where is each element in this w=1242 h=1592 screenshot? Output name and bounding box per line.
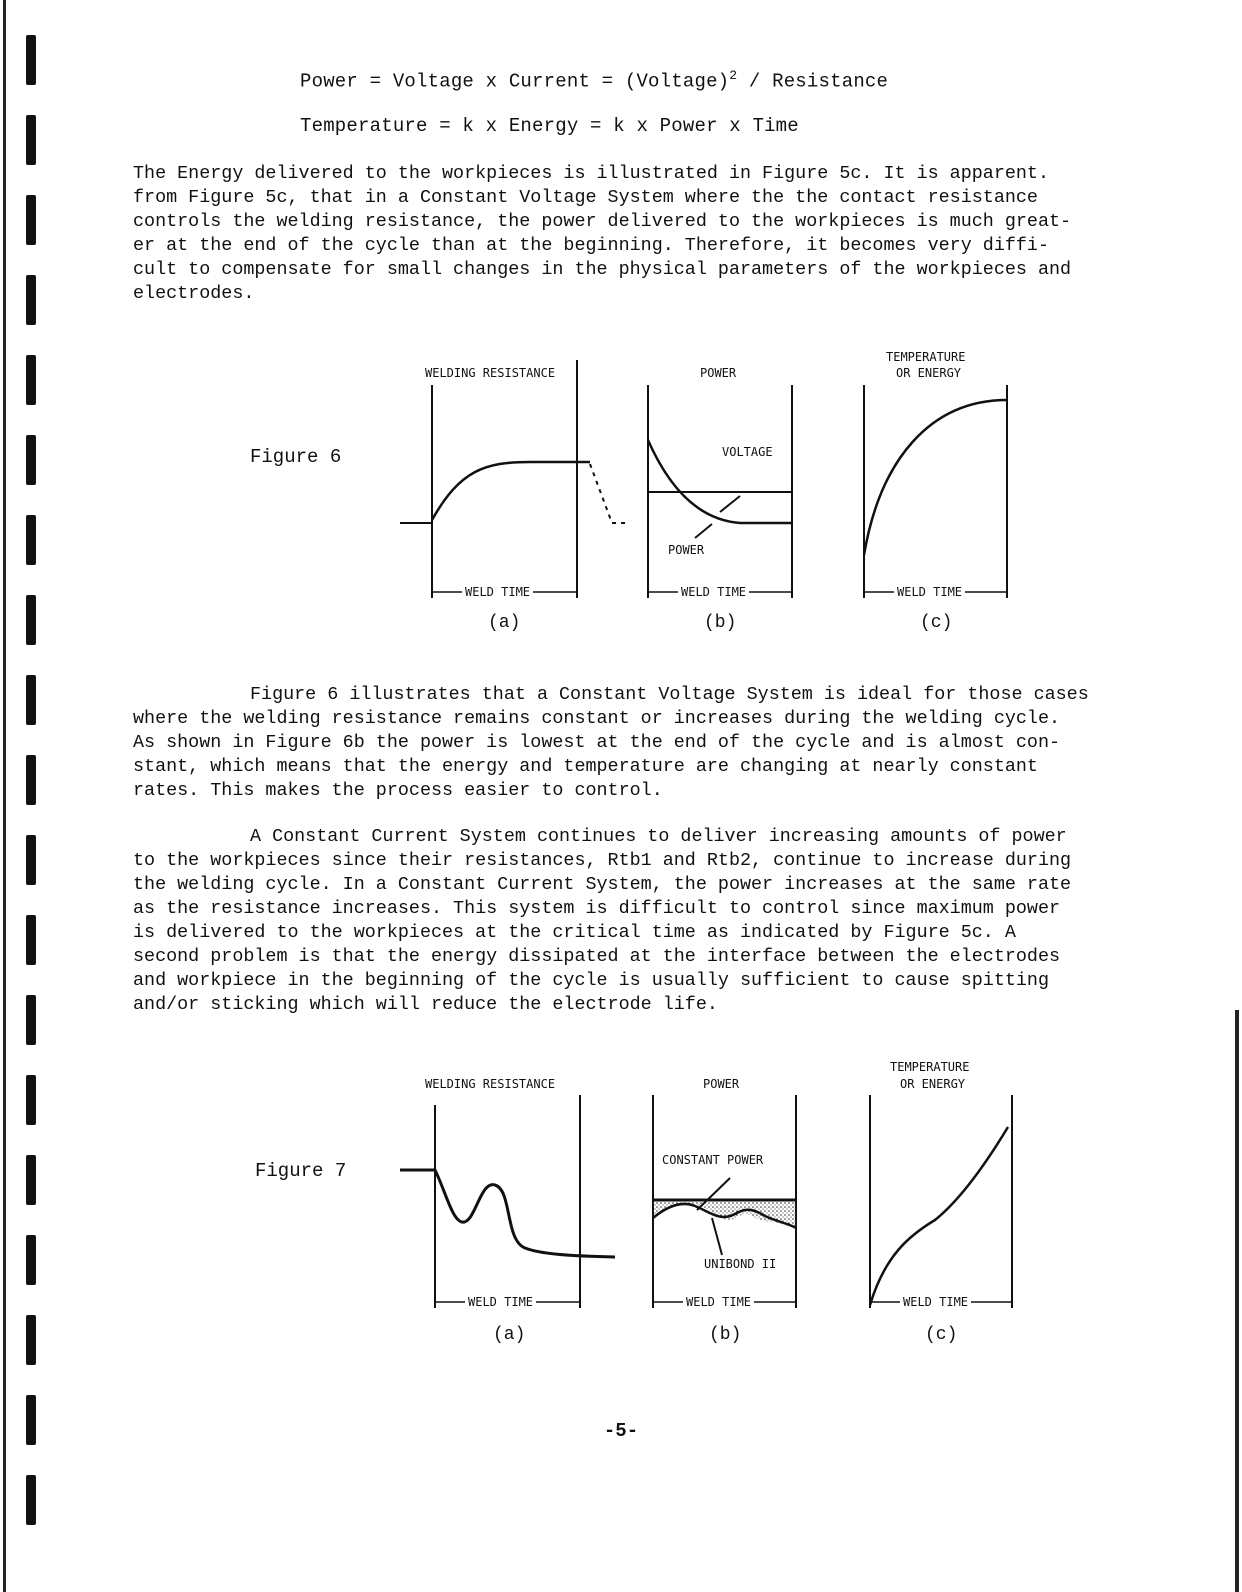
figure-6c-title-line1: TEMPERATURE: [886, 350, 966, 364]
weld-time-label-a: WELD TIME: [462, 585, 533, 599]
punch-hole: [26, 675, 36, 725]
energy-curve: [870, 1127, 1008, 1305]
figure-6b-sublabel: (b): [704, 613, 737, 633]
weld-time-label-a: WELD TIME: [465, 1295, 536, 1309]
page-number: -5-: [603, 1420, 639, 1442]
punch-hole: [26, 835, 36, 885]
punch-hole: [26, 995, 36, 1045]
power-arrow: [695, 524, 712, 538]
power-formula-text: Power = Voltage x Current = (Voltage): [300, 70, 730, 93]
text-line: to the workpieces since their resistances, Rtb1 and Rtb2, continue to increase during: [133, 850, 1072, 871]
unibond-arrow: [712, 1218, 722, 1255]
text-line: is delivered to the workpieces at the critical time as indicated by Figure 5c. A: [133, 922, 1016, 943]
paragraph-constant-current: [133, 825, 1163, 1017]
punch-hole: [26, 115, 36, 165]
text-line: A Constant Current System continues to deliver increasing amounts of power: [250, 826, 1067, 847]
text-line: Figure 6 illustrates that a Constant Voltage System is ideal for those cases: [250, 684, 1089, 705]
figure-6b-title: POWER: [700, 366, 737, 380]
figure-7b-title: POWER: [703, 1077, 740, 1091]
text-line: as the resistance increases. This system is difficult to control since maximum power: [133, 898, 1061, 919]
text-line: As shown in Figure 6b the power is lowest at the end of the cycle and is almost con-: [133, 732, 1061, 753]
weld-time-label-c: WELD TIME: [894, 585, 965, 599]
figure-6-drawing: [0, 340, 1242, 640]
energy-curve: [864, 400, 1007, 555]
figure-7c-title-line1: TEMPERATURE: [890, 1060, 970, 1074]
punch-hole: [26, 275, 36, 325]
power-label: POWER: [668, 543, 705, 557]
text-line: The Energy delivered to the workpieces is illustrated in Figure 5c. It is apparent.: [133, 163, 1050, 184]
temperature-formula-text: Temperature = k x Energy = k x Power x Time: [300, 115, 799, 137]
resistance-drop-dashed: [590, 464, 630, 523]
text-line: and/or sticking which will reduce the electrode life.: [133, 994, 718, 1015]
text-line: and workpiece in the beginning of the cycle is usually sufficient to cause spitting: [133, 970, 1050, 991]
text-line: from Figure 5c, that in a Constant Voltage System where the the contact resistance: [133, 187, 1038, 208]
figure-7b-sublabel: (b): [709, 1325, 742, 1345]
text-line: the welding cycle. In a Constant Current System, the power increases at the same rate: [133, 874, 1072, 895]
text-line: stant, which means that the energy and temperature are changing at nearly constant: [133, 756, 1038, 777]
text-line: cult to compensate for small changes in the physical parameters of the workpieces and: [133, 259, 1072, 280]
figure-7c-sublabel: (c): [925, 1325, 958, 1345]
figure-7a-sublabel: (a): [493, 1325, 526, 1345]
punch-hole: [26, 915, 36, 965]
figure-6c-title-line2: OR ENERGY: [896, 366, 962, 380]
text-line: rates. This makes the process easier to control.: [133, 780, 663, 801]
figure-6c-sublabel: (c): [920, 613, 953, 633]
figure-7: [0, 1050, 1242, 1360]
figure-7c-title-line2: OR ENERGY: [900, 1077, 966, 1091]
weld-time-label-b: WELD TIME: [678, 585, 749, 599]
resistance-curve: [432, 462, 590, 520]
text-line: electrodes.: [133, 283, 255, 304]
text-line: where the welding resistance remains constant or increases during the welding cycle.: [133, 708, 1061, 729]
power-formula-tail: / Resistance: [737, 70, 889, 93]
text-line: second problem is that the energy dissipated at the interface between the electrodes: [133, 946, 1061, 967]
punch-hole: [26, 35, 36, 85]
figure-6a-sublabel: (a): [488, 613, 521, 633]
text-line: er at the end of the cycle than at the beginning. Therefore, it becomes very diffi-: [133, 235, 1050, 256]
figure-7-label: Figure 7: [255, 1160, 347, 1182]
voltage-arrow: [720, 496, 740, 512]
punch-hole: [26, 195, 36, 245]
figure-6-label: Figure 6: [250, 446, 342, 468]
figure-6: [0, 340, 1242, 640]
weld-time-label-b: WELD TIME: [683, 1295, 754, 1309]
constant-power-label: CONSTANT POWER: [662, 1153, 764, 1167]
paragraph-energy: [133, 162, 1163, 306]
text-line: controls the welding resistance, the power delivered to the workpieces is much great-: [133, 211, 1072, 232]
punch-hole: [26, 1475, 36, 1525]
temperature-formula: [300, 115, 799, 137]
punch-hole: [26, 755, 36, 805]
paragraph-constant-voltage: [133, 683, 1163, 803]
weld-time-label-c: WELD TIME: [900, 1295, 971, 1309]
figure-6a-title: WELDING RESISTANCE: [425, 366, 556, 380]
figure-7-drawing: [0, 1050, 1242, 1360]
figure-7a-title: WELDING RESISTANCE: [425, 1077, 556, 1091]
resistance-curve: [400, 1170, 615, 1257]
voltage-label: VOLTAGE: [722, 445, 773, 459]
power-formula: [300, 68, 888, 92]
power-formula-exponent: 2: [729, 68, 738, 83]
unibond-label: UNIBOND II: [704, 1257, 777, 1271]
